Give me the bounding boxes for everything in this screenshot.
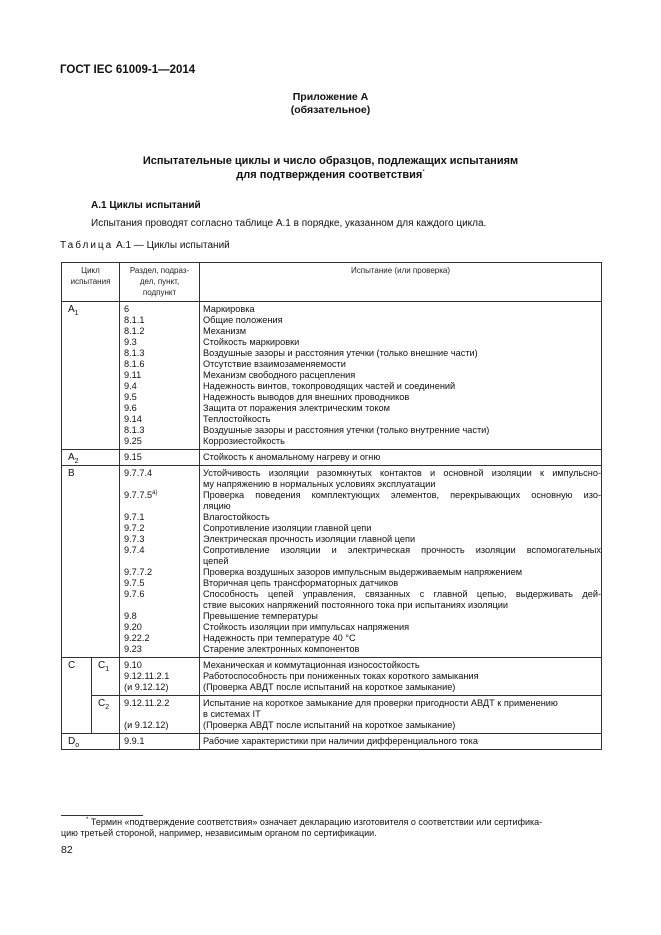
cell-line <box>203 304 601 315</box>
section-note-mark: a) <box>152 489 158 496</box>
cell-line <box>124 698 199 709</box>
cell-line <box>203 359 601 370</box>
cell-line-text: в системах IT <box>203 709 261 719</box>
test-cell <box>200 658 602 696</box>
cell-line-text: Защита от поражения электрическим током <box>203 403 390 413</box>
table-header-row <box>62 263 602 302</box>
cell-line <box>124 671 199 682</box>
cell-line <box>124 403 199 414</box>
cell-line <box>203 348 601 359</box>
cell-line <box>203 326 601 337</box>
cell-line-text: 9.7.7.4 <box>124 468 153 478</box>
cycle-sub: 1 <box>74 310 79 317</box>
footnote-line2: цию третьей стороной, например, независимым органом по сертификации. <box>61 828 377 838</box>
section-heading: A.1 Циклы испытаний <box>91 200 201 211</box>
cell-line-text: 9.7.4 <box>124 545 145 555</box>
cell-line <box>124 490 199 501</box>
cell-line <box>203 452 601 463</box>
cell-line-text: Стойкость маркировки <box>203 337 300 347</box>
header-cycle <box>62 263 120 302</box>
cell-line <box>203 682 601 693</box>
cell-line-text: 8.1.6 <box>124 359 145 369</box>
cell-line <box>124 304 199 315</box>
cell-line <box>203 337 601 348</box>
cell-line-text: 9.20 <box>124 622 142 632</box>
cell-line <box>124 633 199 644</box>
cell-line-text: Проверка поведения комплектующих элементов, перекрывающих основную изо- <box>203 490 602 500</box>
cell-line-text: 8.1.1 <box>124 315 145 325</box>
header-section-l1: Раздел, подраз- <box>129 266 190 275</box>
section-cell <box>120 302 200 450</box>
cell-line-text: Надежность при температуре 40 °C <box>203 633 356 643</box>
cell-line <box>203 425 601 436</box>
footnote-divider <box>61 815 143 816</box>
cell-line-text: (Проверка АВДТ после испытаний на короткое замыкание) <box>203 720 456 730</box>
cell-line-text: Надежность винтов, токопроводящих частей и соединений <box>203 381 456 391</box>
cell-line-text: 9.9.1 <box>124 736 145 746</box>
cell-line <box>124 348 199 359</box>
cell-line-text: Испытание на короткое замыкание для проверки пригодности АВДТ к применению <box>203 698 558 708</box>
main-title-line1: Испытательные циклы и число образцов, подлежащих испытаниям <box>142 155 519 167</box>
cycle-a1 <box>62 302 120 450</box>
cell-line <box>124 534 199 545</box>
cycle-label: C <box>98 698 106 709</box>
footnote-text1: Термин «подтверждение соответствия» означает декларацию изготовителя о соответствии или сертифика- <box>90 817 543 827</box>
cell-line-text: 9.25 <box>124 436 142 446</box>
cell-line-text: Общие положения <box>203 315 283 325</box>
table-row <box>62 734 602 750</box>
cell-line-text: Устойчивость изоляции разомкнутых контактов и основной изоляции к импульсно- <box>203 468 602 478</box>
cell-line-text: 9.7.6 <box>124 589 145 599</box>
table-row <box>62 658 602 696</box>
cell-line <box>203 611 601 622</box>
cell-line-text: 9.5 <box>124 392 137 402</box>
cell-line-text: 8.1.3 <box>124 348 145 358</box>
main-title-line2-text: для подтверждения соответствия <box>236 169 423 181</box>
cell-line <box>203 720 601 731</box>
page-number: 82 <box>61 844 73 856</box>
cell-line-text: 9.10 <box>124 660 142 670</box>
cycle-label: C <box>68 660 76 671</box>
cell-line <box>203 671 601 682</box>
cell-line-text: 9.22.2 <box>124 633 150 643</box>
section-cell <box>120 450 200 466</box>
cell-line <box>203 534 601 545</box>
cell-line <box>124 523 199 534</box>
header-test <box>200 263 602 302</box>
cell-line-text: Отсутствие взаимозаменяемости <box>203 359 346 369</box>
cell-line-text: Рабочие характеристики при наличии дифференциального тока <box>203 736 478 746</box>
cell-line <box>203 436 601 447</box>
cell-line-text: Работоспособность при пониженных токах короткого замыкания <box>203 671 479 681</box>
header-cycle-l1: Цикл <box>81 266 100 275</box>
cell-line <box>124 468 199 479</box>
cell-line-text: Механизм свободного расцепления <box>203 370 356 380</box>
cycle-c2 <box>92 696 120 734</box>
cell-line <box>203 490 601 501</box>
header-cycle-l2: испытания <box>70 277 111 286</box>
test-cell <box>200 302 602 450</box>
cell-line <box>203 370 601 381</box>
cell-line <box>203 523 601 534</box>
cell-line-text: ствие высоких напряжений постоянного тока при испытаниях изоляции <box>203 600 509 610</box>
table-caption <box>60 240 230 251</box>
cycle-label: D <box>68 736 76 747</box>
cell-line <box>124 501 199 512</box>
cell-line-text: Коррозиестойкость <box>203 436 285 446</box>
cell-line <box>203 381 601 392</box>
cell-line-text: 9.4 <box>124 381 137 391</box>
appendix-title: Приложение A <box>292 91 369 103</box>
cell-line-text: Стойкость к аномальному нагреву и огню <box>203 452 381 462</box>
cell-line <box>203 622 601 633</box>
cell-line-text: (Проверка АВДТ после испытаний на короткое замыкание) <box>203 682 456 692</box>
cell-line <box>124 315 199 326</box>
section-cell <box>120 466 200 658</box>
header-section <box>120 263 200 302</box>
cycle-sub: 1 <box>105 666 110 673</box>
cell-line <box>203 578 601 589</box>
cell-line-text: 9.7.7.2 <box>124 567 153 577</box>
section-text: Испытания проводят согласно таблице A.1 в порядке, указанном для каждого цикла. <box>91 218 487 229</box>
cell-line-text: Воздушные зазоры и расстояния утечки (только внутренние части) <box>203 425 490 435</box>
cell-line <box>203 479 601 490</box>
cycle-sub: 2 <box>105 704 110 711</box>
cell-line-text: Надежность выводов для внешних проводников <box>203 392 410 402</box>
cell-line <box>124 600 199 611</box>
cell-line-text: 9.6 <box>124 403 137 413</box>
cell-line <box>124 660 199 671</box>
cell-line-text: Превышение температуры <box>203 611 318 621</box>
cell-line-text: Теплостойкость <box>203 414 271 424</box>
cell-line-text: Воздушные зазоры и расстояния утечки (только внешние части) <box>203 348 478 358</box>
cell-line <box>124 359 199 370</box>
cycle-b <box>62 466 120 658</box>
cell-line <box>124 622 199 633</box>
cell-line <box>203 589 601 600</box>
cell-line-text: цепей <box>203 556 229 566</box>
cell-line-text: 9.15 <box>124 452 142 462</box>
cycle-label: A <box>68 452 75 463</box>
cell-line <box>124 337 199 348</box>
cycle-label: C <box>98 660 106 671</box>
cell-line <box>203 315 601 326</box>
cell-line-text: 9.7.2 <box>124 523 145 533</box>
cell-line-text: 9.7.3 <box>124 534 145 544</box>
cell-line <box>203 600 601 611</box>
cell-line-text: Влагостойкость <box>203 512 270 522</box>
cell-line <box>203 644 601 655</box>
cell-line <box>203 709 601 720</box>
section-cell <box>120 696 200 734</box>
cell-line <box>203 468 601 479</box>
cycle-c <box>62 658 92 734</box>
main-title-line2 <box>60 169 601 181</box>
cell-line <box>124 545 199 556</box>
table-row <box>62 302 602 450</box>
cell-line <box>124 414 199 425</box>
test-cell <box>200 696 602 734</box>
cell-line <box>124 567 199 578</box>
cell-line <box>203 660 601 671</box>
cell-line-text: 9.7.7.5 <box>124 490 153 500</box>
test-cell <box>200 734 602 750</box>
cell-line <box>124 381 199 392</box>
cycle-c1 <box>92 658 120 696</box>
cell-line <box>203 403 601 414</box>
footnote-line1 <box>61 817 601 828</box>
cell-line-text: 9.7.1 <box>124 512 145 522</box>
cell-line-text: Старение электронных компонентов <box>203 644 360 654</box>
cell-line <box>124 452 199 463</box>
cell-line <box>203 556 601 567</box>
test-cycles-table <box>61 262 602 750</box>
table-row <box>62 466 602 658</box>
table-row <box>62 450 602 466</box>
cell-line <box>203 545 601 556</box>
cell-line <box>124 589 199 600</box>
test-cell <box>200 450 602 466</box>
appendix-kind: (обязательное) <box>290 104 371 116</box>
cell-line-text: (и 9.12.12) <box>124 720 169 730</box>
cell-line-text: (и 9.12.12) <box>124 682 169 692</box>
cell-line <box>203 512 601 523</box>
cell-line-text: 6 <box>124 304 130 314</box>
cell-line-text: Проверка воздушных зазоров импульсным выдерживаемым напряжением <box>203 567 523 577</box>
cell-line-text: Способность цепей управления, связанных с главной цепью, выдерживать дей- <box>203 589 602 599</box>
cell-line-text: 9.14 <box>124 414 142 424</box>
cell-line-text: Сопротивление изоляции главной цепи <box>203 523 372 533</box>
cell-line-text: 8.1.3 <box>124 425 145 435</box>
cycle-a2 <box>62 450 120 466</box>
cell-line <box>203 414 601 425</box>
cell-line <box>124 512 199 523</box>
document-code: ГОСТ IEC 61009-1—2014 <box>60 64 196 76</box>
cell-line <box>124 736 199 747</box>
cell-line-text: Механическая и коммутационная износостойкость <box>203 660 420 670</box>
cell-line-text: 9.12.11.2.2 <box>124 698 170 708</box>
cell-line <box>124 370 199 381</box>
cell-line <box>203 736 601 747</box>
table-row <box>62 696 602 734</box>
section-cell <box>120 658 200 696</box>
footnote-marker: * <box>422 169 425 176</box>
cell-line <box>203 392 601 403</box>
cell-line-text: 9.12.11.2.1 <box>124 671 170 681</box>
cell-line <box>124 578 199 589</box>
table-caption-text: A.1 — Циклы испытаний <box>116 240 230 251</box>
section-cell <box>120 734 200 750</box>
header-test-label: Испытание (или проверка) <box>351 266 450 275</box>
cell-line <box>203 501 601 512</box>
cell-line-text: 9.11 <box>124 370 142 380</box>
cell-line <box>124 425 199 436</box>
header-section-l2: дел, пункт, <box>139 277 180 286</box>
header-section-l3: подпункт <box>142 288 177 297</box>
cell-line-text: 9.7.5 <box>124 578 145 588</box>
cell-line <box>124 682 199 693</box>
test-cell <box>200 466 602 658</box>
cycle-sub: 2 <box>74 458 79 465</box>
cell-line-text: Маркировка <box>203 304 255 314</box>
cell-line <box>203 633 601 644</box>
cell-line-text: Сопротивление изоляции и электрическая прочность изоляции вспомогательных <box>203 545 602 555</box>
cell-line-text: Механизм <box>203 326 247 336</box>
cell-line <box>124 326 199 337</box>
cell-line <box>124 644 199 655</box>
cycle-label: B <box>68 468 75 479</box>
cell-line <box>124 436 199 447</box>
cell-line-text: Стойкость изоляции при импульсах напряжения <box>203 622 410 632</box>
cycle-label: A <box>68 304 75 315</box>
cell-line-text: ляцию <box>203 501 231 511</box>
cell-line-text: 9.8 <box>124 611 137 621</box>
cell-line <box>124 479 199 490</box>
cycle-d0 <box>62 734 120 750</box>
cell-line <box>203 698 601 709</box>
cell-line-text: 9.23 <box>124 644 142 654</box>
table-caption-label: Таблица <box>60 240 114 251</box>
footnote-mark: * <box>86 817 89 823</box>
cycle-sub: o <box>75 742 80 749</box>
cell-line-text: му напряжению в нормальных условиях эксплуатации <box>203 479 436 489</box>
cell-line <box>203 567 601 578</box>
cell-line-text: Вторичная цепь трансформаторных датчиков <box>203 578 399 588</box>
cell-line <box>124 392 199 403</box>
cell-line <box>124 556 199 567</box>
cell-line-text: 9.3 <box>124 337 137 347</box>
cell-line <box>124 709 199 720</box>
cell-line-text: Электрическая прочность изоляции главной цепи <box>203 534 416 544</box>
cell-line-text: 8.1.2 <box>124 326 145 336</box>
cell-line <box>124 720 199 731</box>
cell-line <box>124 611 199 622</box>
